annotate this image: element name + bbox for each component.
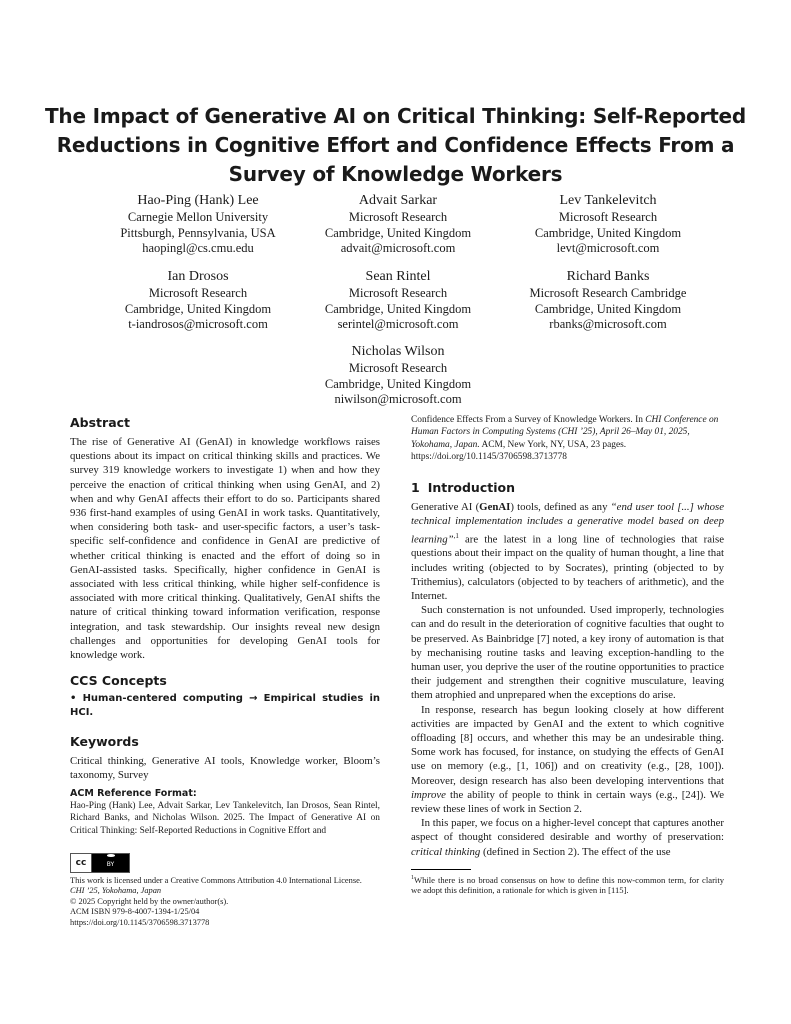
right-column — [411, 414, 724, 896]
paper-title: The Impact of Generative AI on Critical Thinking: Self-Reported Reductions in Cognitive Effort and Confidence Effects From a Survey of Knowledge Workers — [44, 104, 747, 186]
author-email: levt@microsoft.com — [556, 241, 660, 255]
acm-reference-continued — [411, 414, 724, 463]
author-name: Nicholas Wilson — [351, 344, 445, 359]
left-column — [70, 414, 380, 928]
abstract-text: The rise of Generative AI (GenAI) in knowledge workflows raises questions about its impact on critical thinking skills and practices. We survey 319 knowledge workers to investigate 1) when and how they perceive the enaction of critical thinking when using GenAI, and 2) when and why GenAI affects their effort to do so. Participants shared 936 first-hand examples of using GenAI in work tasks. Quantitatively, when considering both task- and user-specific factors, a user’s task-specific self-confidence and confidence in GenAI are predictive of whether critical thinking is enacted and the effort of doing so in GenAI-assisted tasks. Specifically, higher confidence in GenAI is associated with less critical thinking, while higher self-confidence is associated with more critical thinking. Qualitatively, GenAI shifts the nature of critical thinking toward information verification, response integration, and task stewardship. Our insights reveal new design challenges and opportunities for developing GenAI tools for knowledge work. — [70, 436, 380, 662]
author-location: Cambridge, United Kingdom — [324, 301, 472, 316]
intro-paragraph-4 — [411, 816, 724, 859]
author-affiliation: Microsoft Research — [348, 210, 448, 224]
author-location: Cambridge, United Kingdom — [534, 301, 682, 316]
isbn: ACM ISBN 979-8-4007-1394-1/25/04 — [70, 907, 200, 917]
ccs-item: • Human-centered computing → Empirical studies in HCI. — [70, 693, 380, 719]
text-span: “end user tool [...] whose technical implementation includes a generative model based on deep learning” — [411, 501, 724, 546]
footnote-text — [411, 873, 724, 896]
author-name: Richard Banks — [566, 269, 650, 284]
license-block — [70, 876, 380, 929]
text-span: In response, research has begun looking closely at how different activities are impacted by GenAI and the extent to which cognitive offloading [8] occurs, and whether this may be an undesirable thing. Some work has focused, for instance, on studying the effects of GenAI use on memory (e.g., [1, 106]) and on creativity (e.g., [28, 100]). Moreover, design research has also been developing interventions that — [411, 703, 724, 787]
author-card — [488, 268, 728, 333]
section-number: 1 — [411, 480, 420, 496]
text-span: critical thinking — [411, 845, 481, 858]
author-email: haopingl@cs.cmu.edu — [142, 241, 254, 255]
text-span: are the latest in a long line of technologies that raise questions about their impact on the quality of human thought, a line that includes writing (objected to by Socrates), printing (objected to by Trithemius), calculators (objected to by teachers of arithmetic), and the Internet. — [411, 533, 724, 602]
acm-reference-heading: ACM Reference Format: — [70, 788, 197, 800]
author-affiliation: Microsoft Research — [148, 286, 248, 300]
footnote-mark: 1 — [411, 874, 414, 881]
author-name: Ian Drosos — [167, 269, 229, 284]
cc-icon: cc — [71, 854, 92, 872]
author-affiliation: Microsoft Research Cambridge — [529, 286, 687, 300]
author-name: Hao-Ping (Hank) Lee — [137, 193, 259, 208]
author-affiliation: Microsoft Research — [558, 210, 658, 224]
acm-reference-venue: CHI Conference on Human Factors in Computing Systems (CHI ’25), April 26–May 01, 2025, Yokohama, Japan. — [411, 415, 719, 450]
text-span: (defined in Section 2). The effect of the use — [480, 845, 671, 858]
author-location: Cambridge, United Kingdom — [324, 376, 472, 391]
author-location: Cambridge, United Kingdom — [124, 301, 272, 316]
author-location: Cambridge, United Kingdom — [324, 225, 472, 240]
author-card — [278, 192, 518, 257]
acm-reference-tail[interactable]: ACM, New York, NY, USA, 23 pages. https://doi.org/10.1145/3706598.3713778 — [411, 439, 627, 462]
footnote-block — [411, 869, 724, 896]
doi-link[interactable]: https://doi.org/10.1145/3706598.3713778 — [70, 917, 210, 927]
text-span: In this paper, we focus on a higher-level concept that captures another aspect of thought considered desirable and worthy of preservation: — [411, 817, 724, 844]
acm-reference-plain: Confidence Effects From a Survey of Knowledge Workers. In — [411, 415, 643, 425]
copyright: © 2025 Copyright held by the owner/author(s). — [70, 896, 229, 906]
cc-by-license-badge[interactable] — [70, 853, 130, 873]
text-span: GenAI — [479, 501, 511, 514]
conference-venue: CHI ’25, Yokohama, Japan — [70, 886, 162, 896]
intro-paragraph-1 — [411, 500, 724, 603]
author-email: t-iandrosos@microsoft.com — [128, 317, 268, 331]
text-span: ) tools, defined as any — [510, 501, 611, 514]
license-statement: This work is licensed under a Creative Commons Attribution 4.0 International License. — [70, 875, 362, 885]
author-affiliation: Carnegie Mellon University — [127, 210, 269, 224]
author-name: Lev Tankelevitch — [559, 193, 657, 208]
keywords-heading: Keywords — [70, 733, 139, 749]
author-card — [278, 268, 518, 333]
by-label: BY — [106, 860, 115, 868]
author-email: serintel@microsoft.com — [337, 317, 459, 331]
abstract-heading: Abstract — [70, 415, 131, 430]
text-span: improve — [411, 788, 446, 801]
footnote-ref[interactable]: ,1 — [453, 531, 459, 540]
by-icon — [92, 854, 129, 872]
author-card — [488, 192, 728, 257]
text-span: the ability of people to think in certain ways (e.g., [24]). We review these lines of work in Section 2. — [411, 788, 724, 816]
footnote-rule — [411, 869, 471, 870]
author-location: Pittsburgh, Pennsylvania, USA — [120, 225, 276, 240]
author-name: Sean Rintel — [365, 269, 431, 284]
author-card — [278, 343, 518, 408]
intro-paragraph-2: Such consternation is not unfounded. Used improperly, technologies can and do result in the deterioration of cognitive faculties that ought to be preserved. As Bainbridge [7] noted, a key irony of automation is that by mechanising routine tasks and leaving exception-handling to the human user, you deprive the user of the routine opportunities to practice their judgement and strengthen their cognitive musculature, leaving them atrophied and unprepared when the exceptions do arise. — [411, 604, 724, 702]
section-title: Introduction — [427, 480, 515, 496]
author-location: Cambridge, United Kingdom — [534, 225, 682, 240]
author-email: niwilson@microsoft.com — [334, 392, 462, 406]
author-affiliation: Microsoft Research — [348, 361, 448, 375]
acm-reference-text: Hao-Ping (Hank) Lee, Advait Sarkar, Lev Tankelevitch, Ian Drosos, Sean Rintel, Richard Banks, and Nicholas Wilson. 2025. The Impact of Generative AI on Critical Thinking: Self-Reported Reductions in Cognitive Effort and — [70, 801, 380, 836]
intro-paragraph-3 — [411, 703, 724, 817]
ccs-heading: CCS Concepts — [70, 673, 167, 689]
introduction-heading — [411, 479, 724, 497]
person-icon — [107, 854, 115, 857]
author-email: advait@microsoft.com — [340, 241, 456, 255]
text-span: Generative AI ( — [411, 501, 480, 514]
author-affiliation: Microsoft Research — [348, 286, 448, 300]
author-email: rbanks@microsoft.com — [549, 317, 667, 331]
author-name: Advait Sarkar — [358, 193, 438, 208]
keywords-text: Critical thinking, Generative AI tools, Knowledge worker, Bloom’s taxonomy, Survey — [70, 754, 380, 781]
text-span: While there is no broad consensus on how to define this now-common term, for clarity we adopt this definition, a rationale for which is given in [115]. — [411, 874, 724, 896]
